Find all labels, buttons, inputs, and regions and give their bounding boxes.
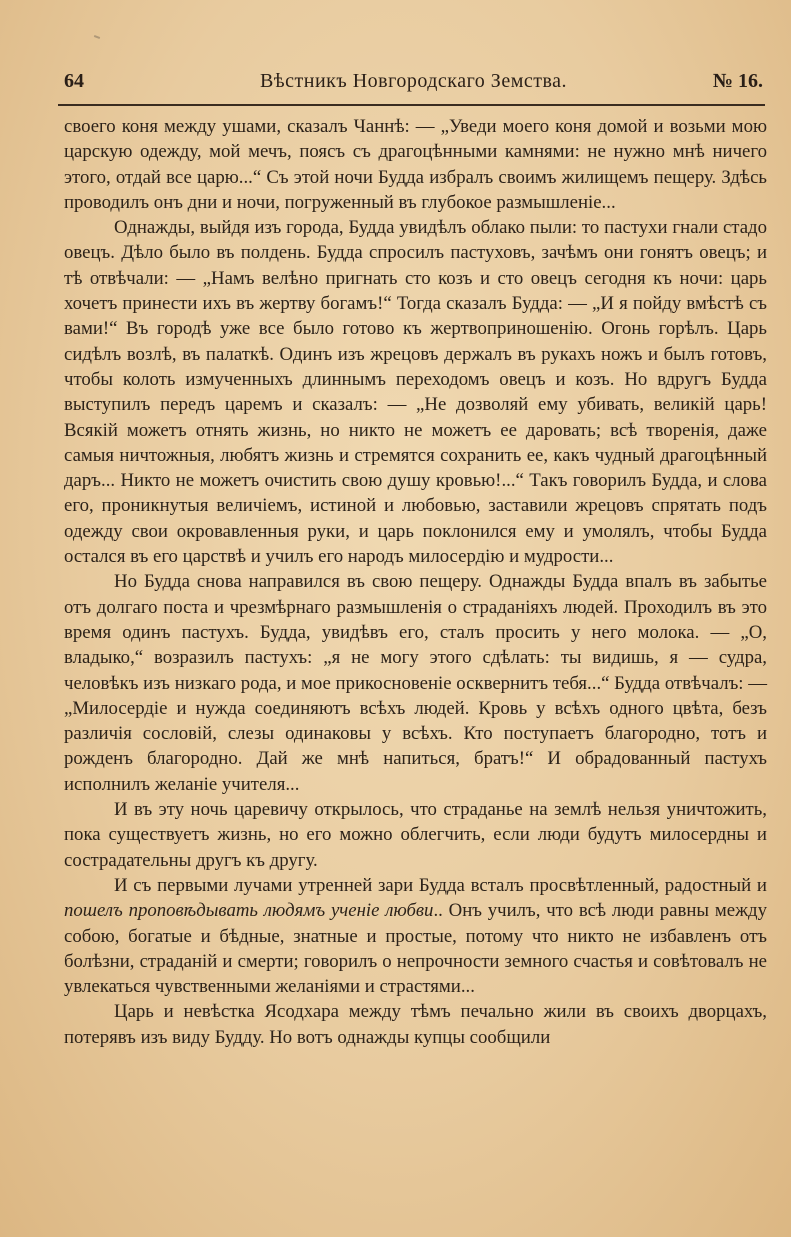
- paragraph-5: [64, 873, 767, 999]
- paragraph-5-start: И съ первыми лучами утренней зари Будда всталъ просвѣтленный, радостный и: [114, 874, 767, 896]
- paragraph-5-italic: пошелъ проповѣдывать людямъ ученіе любви: [64, 900, 434, 922]
- paragraph-2: Однажды, выйдя изъ города, Будда увидѣлъ облако пыли: то пастухи гнали стадо овецъ. Дѣло было въ полдень. Будда спросилъ пастуховъ, зачѣмъ они гонятъ овецъ; и тѣ отвѣчали: — „Намъ велѣно пригнать сто козъ и сто овецъ сегодня къ ночи: царь хочетъ принести ихъ въ жертву богамъ!“ Тогда сказалъ Будда: — „И я пойду вмѣстѣ съ вами!“ Въ городѣ уже все было готово къ жертвоприношенію. Огонь горѣлъ. Царь сидѣлъ возлѣ, въ палаткѣ. Одинъ изъ жрецовъ держалъ въ рукахъ ножъ и былъ готовъ, чтобы колоть измученныхъ длиннымъ переходомъ овецъ и козъ. Но вдругъ Будда выступилъ передъ царемъ и сказалъ: — „Не дозволяй ему убивать, великій царь! Всякій можетъ отнять жизнь, но никто не можетъ ее даровать; всѣ творенія, даже самыя ничтожныя, любятъ жизнь и стремятся сохранить ее, какъ чудный драгоцѣнный даръ... Никто не можетъ очистить свою душу кровью!...“ Такъ говорилъ Будда, и слова его, проникнутыя величіемъ, истиной и любовью, заставили жрецовъ спрятать подъ одежду свои окровавленныя руки, и царь поклонился ему и умолялъ, чтобы Будда остался въ его царствѣ и училъ его народъ милосердію и мудрости...: [64, 217, 767, 568]
- paper-mark: [94, 35, 100, 39]
- paragraph-5-end: .. Онъ училъ, что всѣ люди равны между собою, богатые и бѣдные, знатные и простые, потому что никто не избавленъ отъ болѣзни, страданій и смерти; говорилъ о непрочности земного счастья и совѣтовалъ не увлекаться чувственными желаніями и страстями...: [64, 900, 767, 998]
- running-title: Вѣстникъ Новгородскаго Земства.: [259, 70, 568, 92]
- paragraph-6: Царь и невѣстка Ясодхара между тѣмъ печально жили въ своихъ дворцахъ, потерявъ изъ виду Будду. Но вотъ однажды купцы сообщили: [64, 1001, 767, 1048]
- header-divider: [58, 104, 765, 106]
- paragraph-4: И въ эту ночь царевичу открылось, что страданье на землѣ нельзя уничтожить, пока существуетъ жизнь, но его можно облегчить, если люди будутъ милосердны и сострадательны другъ къ другу.: [64, 799, 767, 871]
- issue-number: № 16.: [712, 70, 763, 92]
- page-number: 64: [64, 70, 84, 92]
- page-header: [64, 66, 763, 100]
- paragraph-1: своего коня между ушами, сказалъ Чаннѣ: — „Уведи моего коня домой и возьми мою царскую одежду, мой мечъ, поясъ съ драгоцѣнными камнями: не нужно мнѣ ничего этого, отдай все царю...“ Съ этой ночи Будда избралъ своимъ жилищемъ пещеру. Здѣсь проводилъ онъ дни и ночи, погруженный въ глубокое размышленіе...: [64, 116, 767, 213]
- paragraph-3: Но Будда снова направился въ свою пещеру. Однажды Будда впалъ въ забытье отъ долгаго поста и чрезмѣрнаго размышленія о страданіяхъ людей. Проходилъ въ это время одинъ пастухъ. Будда, увидѣвъ его, сталъ просить у него молока. — „О, владыко,“ возразилъ пастухъ: „я не могу этого сдѣлать: ты видишь, я — судра, человѣкъ изъ низкаго рода, и мое прикосновеніе осквернитъ тебя...“ Будда отвѣчалъ: — „Милосердіе и нужда соединяютъ всѣхъ людей. Кровь у всѣхъ одного цвѣта, безъ различія сословій, слезы одинаковы у всѣхъ. Кто поступаетъ благородно, тотъ и рожденъ благородно. Дай же мнѣ напиться, братъ!“ И обрадованный пастухъ исполнилъ желаніе учителя...: [64, 571, 767, 795]
- article-body: [64, 114, 767, 1050]
